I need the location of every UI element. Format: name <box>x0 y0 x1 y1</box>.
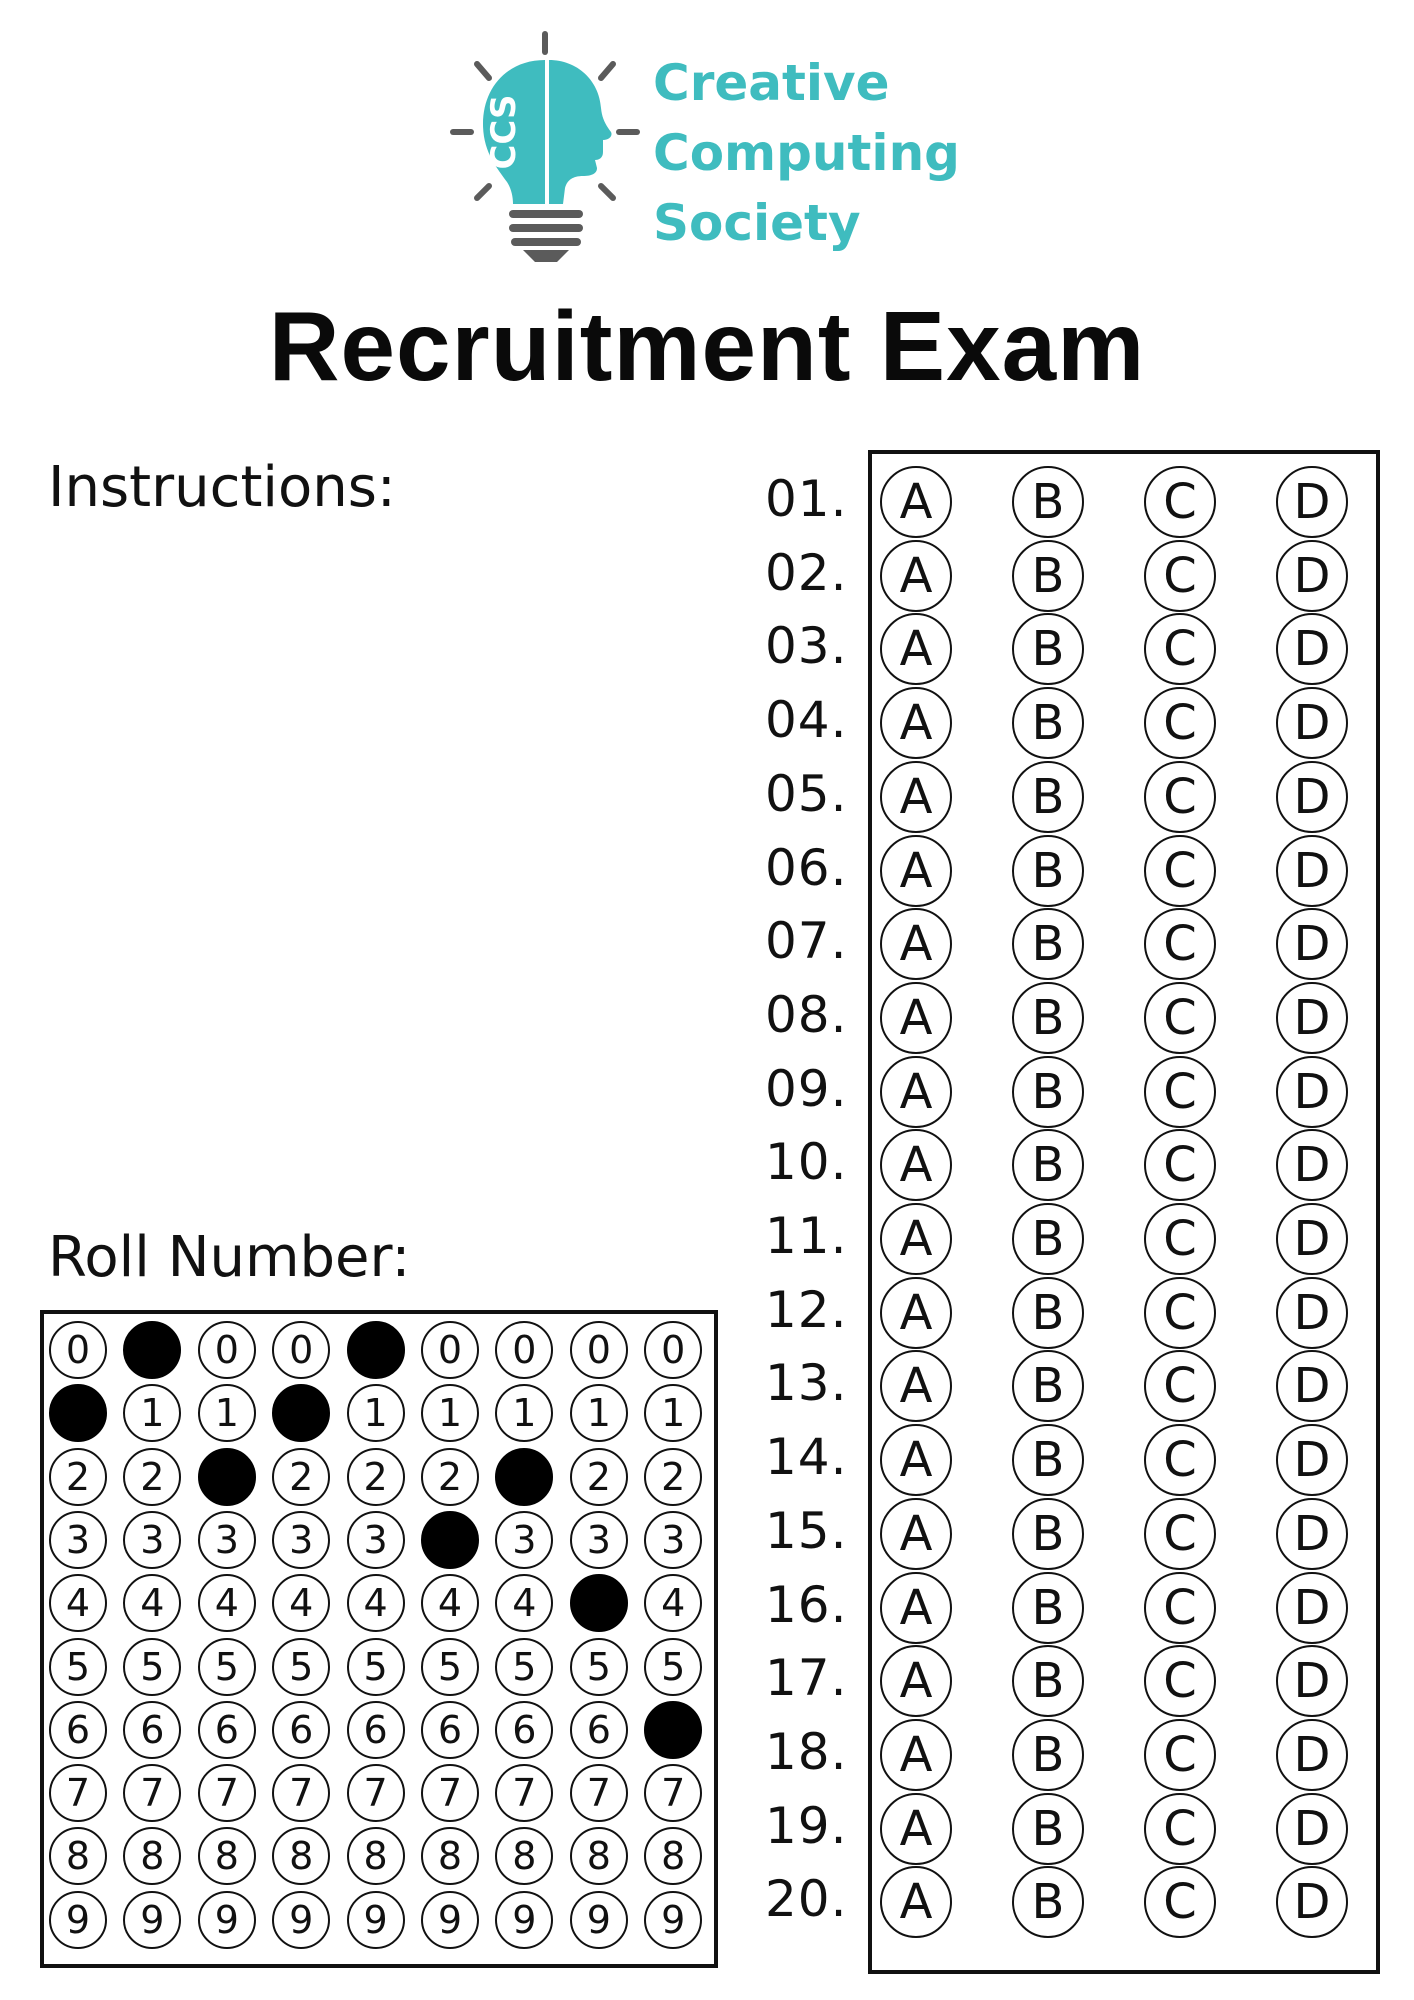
answer-bubble-c[interactable]: C <box>1144 1866 1216 1938</box>
answer-bubble-d[interactable]: D <box>1276 761 1348 833</box>
answer-bubble-b[interactable]: B <box>1012 466 1084 538</box>
answer-bubble-b[interactable]: B <box>1012 1350 1084 1422</box>
question-number: 02. <box>765 543 848 602</box>
roll-digit-bubble[interactable]: 7 <box>644 1764 702 1822</box>
answer-bubble-d[interactable]: D <box>1276 613 1348 685</box>
answer-bubble-b[interactable]: B <box>1012 1866 1084 1938</box>
roll-digit-bubble[interactable]: 0 <box>570 1321 628 1379</box>
roll-digit-bubble[interactable]: 1 <box>495 1384 553 1442</box>
page-title: Recruitment Exam <box>268 291 1146 401</box>
roll-digit-bubble[interactable]: 5 <box>272 1638 330 1696</box>
answer-bubble-d[interactable]: D <box>1276 835 1348 907</box>
answer-bubble-d[interactable]: D <box>1276 1056 1348 1128</box>
answer-bubble-c[interactable]: C <box>1144 1056 1216 1128</box>
answer-bubble-d[interactable]: D <box>1276 1203 1348 1275</box>
answer-bubble-b[interactable]: B <box>1012 908 1084 980</box>
roll-digit-bubble[interactable]: 8 <box>347 1827 405 1885</box>
answer-bubble-d[interactable]: D <box>1276 1424 1348 1496</box>
answer-bubble-d[interactable]: D <box>1276 1129 1348 1201</box>
roll-digit-bubble[interactable]: 3 <box>49 1511 107 1569</box>
roll-digit-bubble-filled[interactable]: 1 <box>272 1384 330 1442</box>
answer-bubble-c[interactable]: C <box>1144 613 1216 685</box>
answer-bubble-b[interactable]: B <box>1012 1498 1084 1570</box>
answer-bubble-b[interactable]: B <box>1012 1129 1084 1201</box>
answer-bubble-a[interactable]: A <box>880 835 952 907</box>
answer-bubble-a[interactable]: A <box>880 1350 952 1422</box>
roll-digit-bubble[interactable]: 1 <box>421 1384 479 1442</box>
answer-bubble-c[interactable]: C <box>1144 761 1216 833</box>
answer-bubble-b[interactable]: B <box>1012 1645 1084 1717</box>
roll-digit-bubble[interactable]: 7 <box>123 1764 181 1822</box>
roll-digit-bubble[interactable]: 9 <box>49 1891 107 1949</box>
roll-digit-bubble-filled[interactable]: 2 <box>495 1448 553 1506</box>
answer-bubble-b[interactable]: B <box>1012 613 1084 685</box>
roll-digit-bubble[interactable]: 9 <box>198 1891 256 1949</box>
answer-bubble-a[interactable]: A <box>880 982 952 1054</box>
roll-digit-bubble[interactable]: 3 <box>644 1511 702 1569</box>
roll-digit-bubble-filled[interactable]: 0 <box>347 1321 405 1379</box>
roll-digit-bubble[interactable]: 4 <box>347 1574 405 1632</box>
answer-bubble-c[interactable]: C <box>1144 908 1216 980</box>
roll-digit-bubble[interactable]: 9 <box>272 1891 330 1949</box>
roll-digit-bubble[interactable]: 6 <box>570 1701 628 1759</box>
roll-digit-bubble-filled[interactable]: 6 <box>644 1701 702 1759</box>
answer-bubble-c[interactable]: C <box>1144 1793 1216 1865</box>
roll-digit-bubble-filled[interactable]: 1 <box>49 1384 107 1442</box>
roll-digit-bubble[interactable]: 6 <box>272 1701 330 1759</box>
answer-bubble-c[interactable]: C <box>1144 687 1216 759</box>
answer-bubble-d[interactable]: D <box>1276 1793 1348 1865</box>
roll-digit-bubble[interactable]: 5 <box>198 1638 256 1696</box>
roll-digit-bubble[interactable]: 0 <box>272 1321 330 1379</box>
roll-digit-bubble[interactable]: 2 <box>272 1448 330 1506</box>
answer-bubble-c[interactable]: C <box>1144 1277 1216 1349</box>
answer-bubble-c[interactable]: C <box>1144 466 1216 538</box>
answer-bubble-b[interactable]: B <box>1012 1277 1084 1349</box>
roll-digit-bubble[interactable]: 1 <box>123 1384 181 1442</box>
answer-bubble-d[interactable]: D <box>1276 982 1348 1054</box>
question-number: 12. <box>765 1280 848 1339</box>
answer-bubble-d[interactable]: D <box>1276 540 1348 612</box>
roll-digit-bubble[interactable]: 5 <box>347 1638 405 1696</box>
answer-bubble-a[interactable]: A <box>880 1129 952 1201</box>
roll-digit-bubble[interactable]: 9 <box>123 1891 181 1949</box>
roll-digit-bubble[interactable]: 4 <box>272 1574 330 1632</box>
answer-bubble-d[interactable]: D <box>1276 687 1348 759</box>
roll-digit-bubble[interactable]: 6 <box>49 1701 107 1759</box>
answer-bubble-d[interactable]: D <box>1276 1719 1348 1791</box>
roll-digit-bubble[interactable]: 0 <box>495 1321 553 1379</box>
question-number: 16. <box>765 1575 848 1634</box>
lightbulb-head-icon <box>445 28 645 268</box>
roll-digit-bubble[interactable]: 1 <box>347 1384 405 1442</box>
roll-digit-bubble[interactable]: 7 <box>421 1764 479 1822</box>
roll-digit-bubble[interactable]: 3 <box>347 1511 405 1569</box>
roll-digit-bubble[interactable]: 7 <box>495 1764 553 1822</box>
roll-digit-bubble[interactable]: 4 <box>123 1574 181 1632</box>
answer-bubble-c[interactable]: C <box>1144 1129 1216 1201</box>
roll-digit-bubble[interactable]: 9 <box>347 1891 405 1949</box>
roll-digit-bubble[interactable]: 1 <box>570 1384 628 1442</box>
roll-digit-bubble[interactable]: 7 <box>198 1764 256 1822</box>
roll-digit-bubble[interactable]: 3 <box>570 1511 628 1569</box>
roll-digit-bubble[interactable]: 6 <box>347 1701 405 1759</box>
society-name <box>653 48 960 258</box>
roll-digit-bubble[interactable]: 2 <box>570 1448 628 1506</box>
roll-digit-bubble[interactable]: 2 <box>123 1448 181 1506</box>
answer-bubble-b[interactable]: B <box>1012 1572 1084 1644</box>
answer-bubble-b[interactable]: B <box>1012 687 1084 759</box>
question-number: 04. <box>765 691 848 750</box>
answer-bubble-c[interactable]: C <box>1144 1350 1216 1422</box>
roll-digit-bubble[interactable]: 6 <box>123 1701 181 1759</box>
question-number: 09. <box>765 1059 848 1118</box>
answer-bubble-b[interactable]: B <box>1012 540 1084 612</box>
roll-digit-bubble[interactable]: 4 <box>49 1574 107 1632</box>
roll-digit-bubble[interactable]: 2 <box>421 1448 479 1506</box>
answer-bubble-a[interactable]: A <box>880 687 952 759</box>
society-name-line: Creative <box>653 54 890 112</box>
answer-bubble-c[interactable]: C <box>1144 835 1216 907</box>
answer-bubble-b[interactable]: B <box>1012 1203 1084 1275</box>
answer-bubble-c[interactable]: C <box>1144 982 1216 1054</box>
answer-bubble-a[interactable]: A <box>880 1793 952 1865</box>
answer-bubble-c[interactable]: C <box>1144 1498 1216 1570</box>
roll-digit-bubble[interactable]: 3 <box>272 1511 330 1569</box>
roll-digit-bubble[interactable]: 7 <box>49 1764 107 1822</box>
answer-bubble-c[interactable]: C <box>1144 1203 1216 1275</box>
roll-digit-bubble[interactable]: 0 <box>644 1321 702 1379</box>
roll-digit-bubble[interactable]: 6 <box>198 1701 256 1759</box>
answer-bubble-a[interactable]: A <box>880 613 952 685</box>
roll-digit-bubble-filled[interactable]: 0 <box>123 1321 181 1379</box>
roll-digit-bubble[interactable]: 1 <box>198 1384 256 1442</box>
roll-digit-bubble[interactable]: 9 <box>495 1891 553 1949</box>
roll-digit-bubble-filled[interactable]: 4 <box>570 1574 628 1632</box>
roll-digit-bubble[interactable]: 1 <box>644 1384 702 1442</box>
roll-digit-bubble[interactable]: 7 <box>347 1764 405 1822</box>
roll-digit-bubble[interactable]: 5 <box>123 1638 181 1696</box>
roll-digit-bubble[interactable]: 5 <box>495 1638 553 1696</box>
answer-bubble-b[interactable]: B <box>1012 982 1084 1054</box>
question-number: 01. <box>765 470 848 528</box>
roll-digit-bubble[interactable]: 8 <box>421 1827 479 1885</box>
answer-bubble-a[interactable]: A <box>880 1866 952 1938</box>
answer-bubble-d[interactable]: D <box>1276 1350 1348 1422</box>
roll-digit-bubble[interactable]: 3 <box>495 1511 553 1569</box>
answer-bubble-c[interactable]: C <box>1144 1645 1216 1717</box>
answer-bubble-a[interactable]: A <box>880 1203 952 1275</box>
roll-digit-bubble[interactable]: 4 <box>198 1574 256 1632</box>
question-number: 20. <box>765 1870 848 1929</box>
question-number: 10. <box>765 1133 848 1192</box>
answer-bubble-a[interactable]: A <box>880 1498 952 1570</box>
roll-digit-bubble[interactable]: 0 <box>49 1321 107 1379</box>
answer-bubble-a[interactable]: A <box>880 1056 952 1128</box>
roll-digit-bubble-filled[interactable]: 2 <box>198 1448 256 1506</box>
answer-bubble-d[interactable]: D <box>1276 908 1348 980</box>
answer-bubble-b[interactable]: B <box>1012 1056 1084 1128</box>
roll-digit-bubble[interactable]: 5 <box>644 1638 702 1696</box>
question-number: 06. <box>765 838 848 897</box>
answer-bubble-d[interactable]: D <box>1276 1498 1348 1570</box>
roll-digit-bubble[interactable]: 4 <box>495 1574 553 1632</box>
roll-digit-bubble[interactable]: 8 <box>570 1827 628 1885</box>
roll-digit-bubble[interactable]: 4 <box>421 1574 479 1632</box>
answer-bubble-a[interactable]: A <box>880 1719 952 1791</box>
answer-bubble-a[interactable]: A <box>880 1424 952 1496</box>
answer-bubble-d[interactable]: D <box>1276 1277 1348 1349</box>
question-number: 03. <box>765 617 848 676</box>
roll-digit-bubble[interactable]: 2 <box>644 1448 702 1506</box>
answer-bubble-a[interactable]: A <box>880 540 952 612</box>
answer-bubble-c[interactable]: C <box>1144 1719 1216 1791</box>
question-number: 17. <box>765 1649 848 1708</box>
roll-digit-bubble[interactable]: 7 <box>570 1764 628 1822</box>
roll-digit-bubble[interactable]: 6 <box>421 1701 479 1759</box>
roll-digit-bubble[interactable]: 5 <box>570 1638 628 1696</box>
roll-digit-bubble[interactable]: 2 <box>347 1448 405 1506</box>
question-number: 19. <box>765 1796 848 1855</box>
question-number: 11. <box>765 1207 848 1265</box>
question-number: 07. <box>765 912 848 971</box>
instructions-label: Instructions: <box>48 455 396 520</box>
question-number: 05. <box>765 764 848 823</box>
roll-digit-bubble[interactable]: 5 <box>421 1638 479 1696</box>
question-number: 13. <box>765 1354 848 1413</box>
roll-digit-bubble[interactable]: 8 <box>495 1827 553 1885</box>
answer-bubble-d[interactable]: D <box>1276 1572 1348 1644</box>
roll-digit-bubble[interactable]: 8 <box>272 1827 330 1885</box>
answer-bubble-d[interactable]: D <box>1276 1866 1348 1938</box>
answer-bubble-a[interactable]: A <box>880 1277 952 1349</box>
answer-bubble-c[interactable]: C <box>1144 1572 1216 1644</box>
roll-digit-bubble[interactable]: 8 <box>123 1827 181 1885</box>
society-logo <box>445 28 965 268</box>
society-name-line: Computing <box>653 124 960 182</box>
answer-bubble-c[interactable]: C <box>1144 540 1216 612</box>
roll-digit-bubble[interactable]: 0 <box>421 1321 479 1379</box>
roll-digit-bubble[interactable]: 8 <box>644 1827 702 1885</box>
question-number: 14. <box>765 1428 848 1487</box>
roll-digit-bubble[interactable]: 9 <box>570 1891 628 1949</box>
roll-digit-bubble[interactable]: 5 <box>49 1638 107 1696</box>
answer-bubble-a[interactable]: A <box>880 761 952 833</box>
answer-bubble-a[interactable]: A <box>880 908 952 980</box>
answer-bubble-b[interactable]: B <box>1012 1424 1084 1496</box>
roll-number-label: Roll Number: <box>48 1225 411 1290</box>
roll-digit-bubble[interactable]: 4 <box>644 1574 702 1632</box>
answer-bubble-b[interactable]: B <box>1012 761 1084 833</box>
roll-digit-bubble[interactable]: 9 <box>644 1891 702 1949</box>
roll-digit-bubble[interactable]: 3 <box>198 1511 256 1569</box>
answer-bubble-a[interactable]: A <box>880 466 952 538</box>
answer-bubble-d[interactable]: D <box>1276 1645 1348 1717</box>
svg-text:CCS: CCS <box>484 94 524 170</box>
answer-bubble-a[interactable]: A <box>880 1572 952 1644</box>
answer-bubble-a[interactable]: A <box>880 1645 952 1717</box>
roll-digit-bubble[interactable]: 0 <box>198 1321 256 1379</box>
roll-digit-bubble[interactable]: 9 <box>421 1891 479 1949</box>
question-number: 08. <box>765 985 848 1044</box>
roll-digit-bubble-filled[interactable]: 3 <box>421 1511 479 1569</box>
answer-bubble-d[interactable]: D <box>1276 466 1348 538</box>
answer-bubble-b[interactable]: B <box>1012 835 1084 907</box>
answer-bubble-b[interactable]: B <box>1012 1793 1084 1865</box>
question-number: 15. <box>765 1501 848 1560</box>
roll-digit-bubble[interactable]: 6 <box>495 1701 553 1759</box>
answer-bubble-c[interactable]: C <box>1144 1424 1216 1496</box>
question-number: 18. <box>765 1722 848 1781</box>
roll-digit-bubble[interactable]: 2 <box>49 1448 107 1506</box>
roll-digit-bubble[interactable]: 8 <box>49 1827 107 1885</box>
roll-digit-bubble[interactable]: 3 <box>123 1511 181 1569</box>
answer-bubble-b[interactable]: B <box>1012 1719 1084 1791</box>
society-name-line: Society <box>653 194 861 252</box>
roll-digit-bubble[interactable]: 7 <box>272 1764 330 1822</box>
roll-digit-bubble[interactable]: 8 <box>198 1827 256 1885</box>
